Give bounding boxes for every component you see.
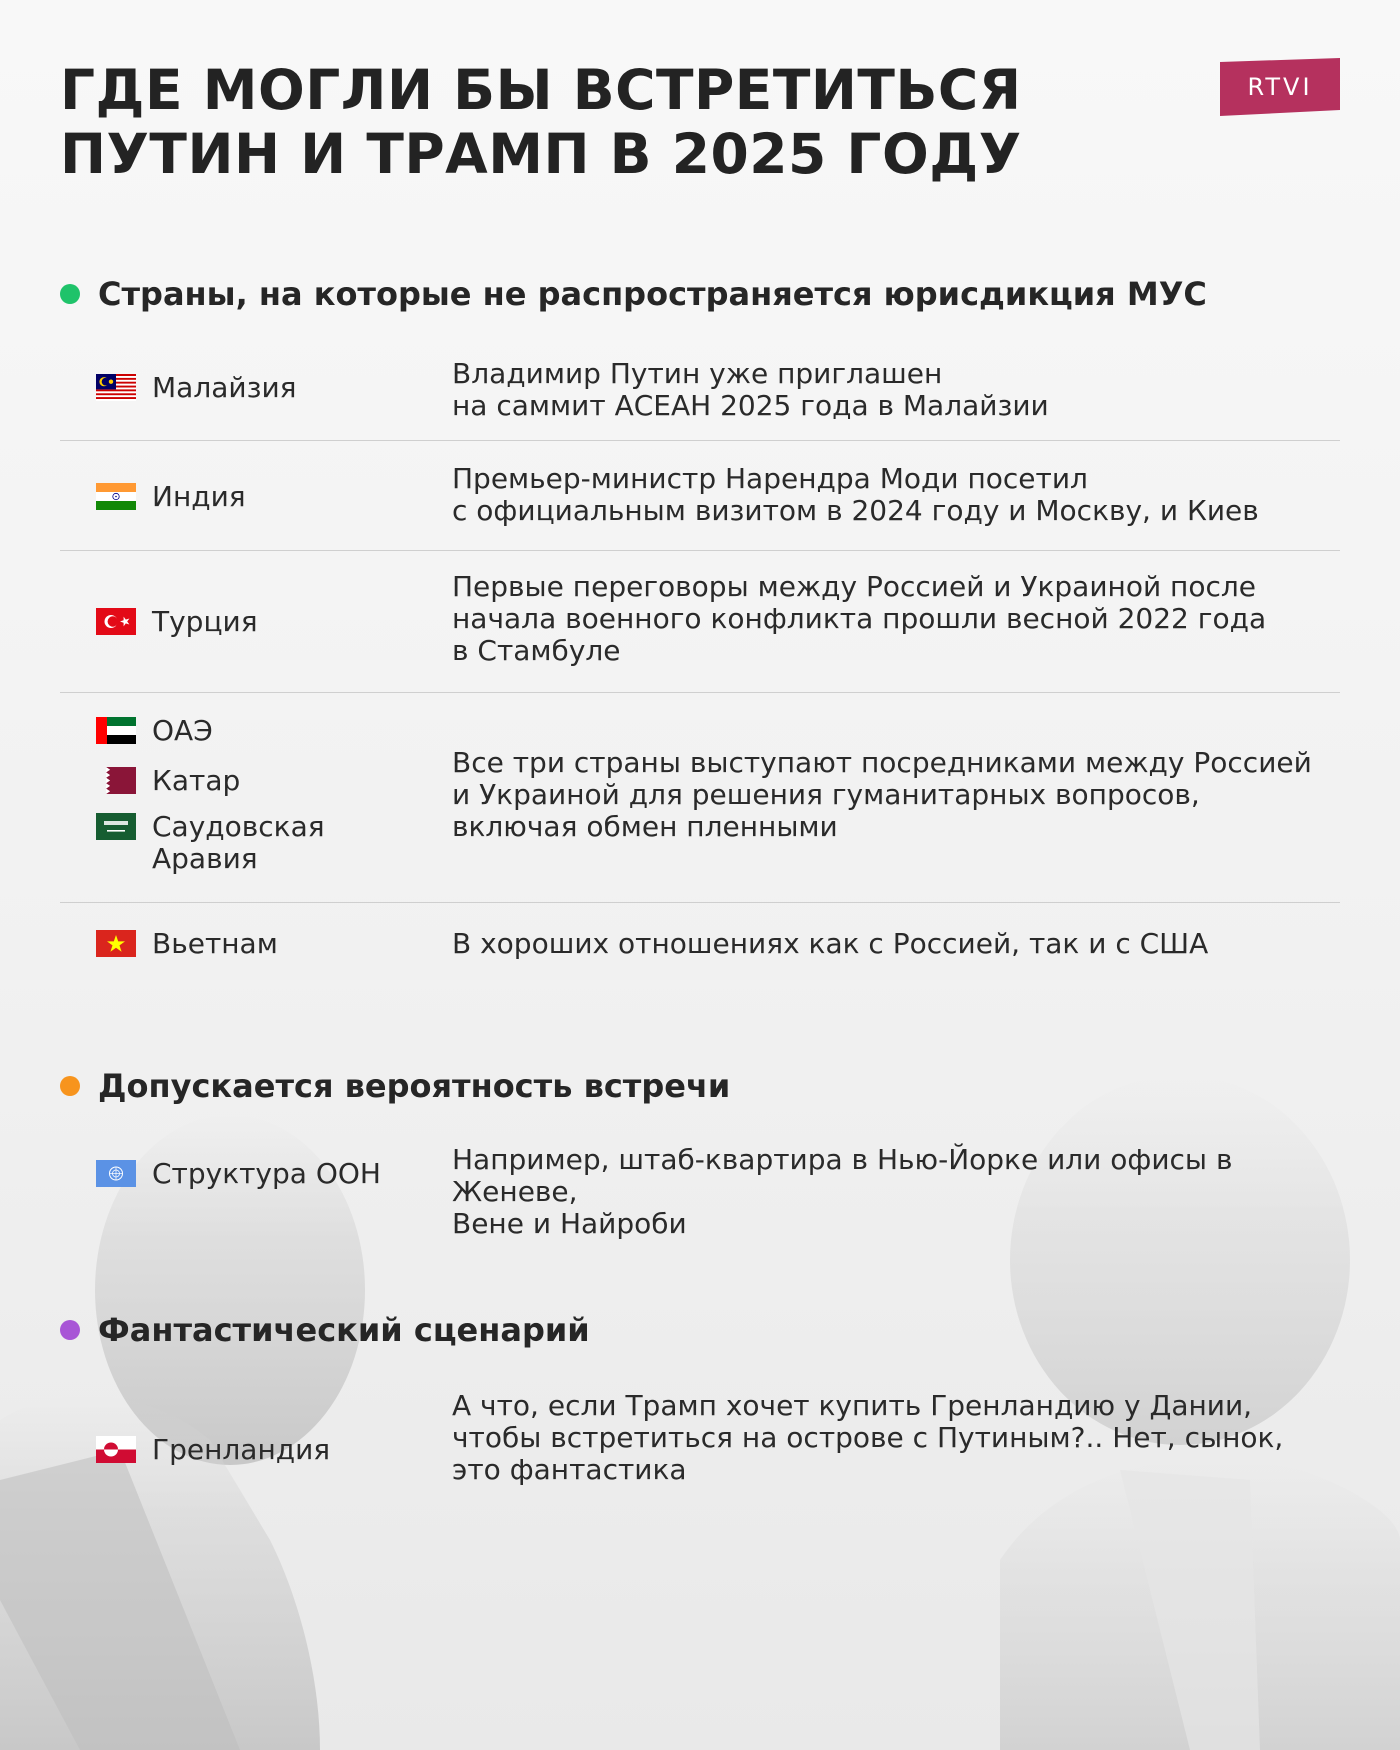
saudi-arabia-flag-icon — [96, 813, 136, 840]
country-name-line: Аравия — [152, 842, 258, 875]
country-item — [96, 1434, 330, 1466]
title-line-2: ПУТИН И ТРАМП В 2025 ГОДУ — [60, 122, 1022, 186]
country-item — [96, 1158, 381, 1190]
section-fantastic — [60, 1310, 1340, 1486]
country-item — [96, 372, 297, 404]
description-line: начала военного конфликта прошли весной 2022 года — [452, 602, 1267, 635]
turkey-flag-icon — [96, 608, 136, 635]
row-description — [452, 571, 1340, 667]
country-name: Катар — [152, 764, 241, 797]
uae-flag-icon — [96, 717, 136, 744]
country-name: Малайзия — [152, 371, 297, 404]
description-line: Владимир Путин уже приглашен — [452, 357, 943, 390]
row-turkey — [60, 551, 1340, 693]
row-description — [452, 747, 1340, 843]
country-item — [96, 715, 213, 747]
description-line: с официальным визитом в 2024 году и Москву, и Киев — [452, 494, 1259, 527]
country-name: Вьетнам — [152, 927, 278, 960]
country-item — [96, 481, 246, 513]
row-description — [452, 1144, 1340, 1240]
row-description — [452, 928, 1340, 960]
page-title — [60, 58, 1060, 186]
description-line: Вене и Найроби — [452, 1207, 687, 1240]
description-line: Все три страны выступают посредниками между Россией — [452, 746, 1312, 779]
row-malaysia — [60, 340, 1340, 441]
country-name: Турция — [152, 605, 258, 638]
country-name: Индия — [152, 480, 246, 513]
title-line-1: ГДЕ МОГЛИ БЫ ВСТРЕТИТЬСЯ — [60, 58, 1022, 122]
section-title: Страны, на которые не распространяется юрисдикция МУС — [98, 275, 1207, 313]
row-greenland — [60, 1390, 1340, 1510]
description-line: в Стамбуле — [452, 634, 621, 667]
row-description — [452, 358, 1340, 422]
country-item — [96, 928, 278, 960]
country-item — [96, 811, 325, 875]
row-description — [452, 463, 1340, 527]
country-name — [152, 811, 325, 875]
orange-dot-icon — [60, 1076, 80, 1096]
row-india — [60, 441, 1340, 551]
greenland-flag-icon — [96, 1436, 136, 1463]
country-name-line: Саудовская — [152, 810, 325, 843]
row-vietnam — [60, 903, 1340, 993]
section-title: Фантастический сценарий — [98, 1311, 590, 1349]
description-line: и Украиной для решения гуманитарных вопросов, — [452, 778, 1200, 811]
qatar-flag-icon — [96, 767, 136, 794]
description-line: Премьер-министр Нарендра Моди посетил — [452, 462, 1088, 495]
section-possible-meeting — [60, 1066, 1340, 1240]
description-line: на саммит АСЕАН 2025 года в Малайзии — [452, 389, 1049, 422]
row-description — [452, 1390, 1340, 1486]
description-line: Первые переговоры между Россией и Украиной после — [452, 570, 1257, 603]
country-name: ОАЭ — [152, 714, 213, 747]
country-name: Гренландия — [152, 1433, 331, 1466]
malaysia-flag-icon — [96, 374, 136, 401]
description-line: это фантастика — [452, 1453, 687, 1486]
description-line: В хороших отношениях как с Россией, так и с США — [452, 927, 1209, 960]
description-line: А что, если Трамп хочет купить Гренландию у Дании, — [452, 1389, 1253, 1422]
row-un — [60, 1136, 1340, 1240]
section-icc-free — [60, 274, 1340, 960]
section-title: Допускается вероятность встречи — [98, 1067, 731, 1105]
description-line: Например, штаб-квартира в Нью-Йорке или офисы в Женеве, — [452, 1143, 1233, 1208]
rtvi-logo — [1220, 58, 1340, 116]
description-line: включая обмен пленными — [452, 810, 838, 843]
purple-dot-icon — [60, 1320, 80, 1340]
row-gulf-states — [60, 693, 1340, 903]
country-item — [96, 765, 240, 797]
country-item — [96, 606, 258, 638]
description-line: чтобы встретиться на острове с Путиным?.. Нет, сынок, — [452, 1421, 1284, 1454]
un-flag-icon — [96, 1160, 136, 1187]
vietnam-flag-icon — [96, 930, 136, 957]
country-name: Структура ООН — [152, 1157, 381, 1190]
india-flag-icon — [96, 483, 136, 510]
green-dot-icon — [60, 284, 80, 304]
logo-text: RTVI — [1247, 73, 1313, 101]
